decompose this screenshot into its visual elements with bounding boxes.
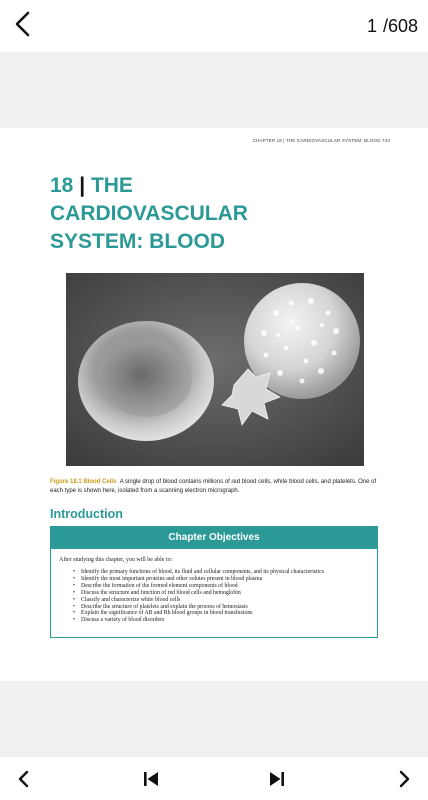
running-head: CHAPTER 18 | THE CARDIOVASCULAR SYSTEM: BLOOD 743 xyxy=(252,138,390,143)
chapter-title xyxy=(50,172,380,256)
chapter-objectives-heading: Chapter Objectives xyxy=(51,527,377,549)
title-line-1: THE xyxy=(90,174,133,197)
title-line-3: SYSTEM: BLOOD xyxy=(50,230,226,253)
viewer-margin-top xyxy=(0,52,428,128)
objectives-list xyxy=(73,569,324,624)
title-line-2: CARDIOVASCULAR xyxy=(50,202,248,225)
viewer-margin-bottom xyxy=(0,681,428,757)
last-page-button[interactable] xyxy=(267,769,287,789)
objectives-intro: After studying this chapter, you will be able to: xyxy=(59,557,173,563)
title-separator: | xyxy=(79,174,86,197)
total-pages: /608 xyxy=(382,16,418,36)
blood-cells-micrograph xyxy=(66,273,364,466)
page-counter xyxy=(367,16,418,37)
back-button[interactable] xyxy=(12,10,36,38)
skip-to-last-icon xyxy=(267,769,287,789)
current-page-number: 1 xyxy=(366,16,377,36)
chevron-left-icon xyxy=(14,769,34,789)
chevron-left-icon xyxy=(12,10,36,38)
previous-page-button[interactable] xyxy=(14,769,34,789)
objective-item: • Discuss the structure and function of red blood cells and hemoglobin xyxy=(73,590,324,597)
next-page-button[interactable] xyxy=(394,769,414,789)
first-page-button[interactable] xyxy=(141,769,161,789)
objective-item: • Identify the most important proteins and other solutes present in blood plasma xyxy=(73,576,324,583)
objective-item: • Classify and characterize white blood cells xyxy=(73,597,324,604)
chapter-objectives-box xyxy=(50,526,378,638)
document-page[interactable] xyxy=(0,128,428,681)
bottom-navigation-bar xyxy=(0,757,428,800)
introduction-heading: Introduction xyxy=(50,507,123,521)
skip-to-first-icon xyxy=(141,769,161,789)
chevron-right-icon xyxy=(394,769,414,789)
objective-item: • Describe the formation of the formed element components of blood xyxy=(73,583,324,590)
chapter-number: 18 xyxy=(50,174,74,197)
top-toolbar xyxy=(0,0,428,52)
objective-item: • Discuss a variety of blood disorders xyxy=(73,617,324,624)
objective-item: • Explain the significance of AB and Rh blood groups in blood transfusions xyxy=(73,610,324,617)
objective-item: • Identify the primary functions of blood, its fluid and cellular components, and its physical characteristics xyxy=(73,569,324,576)
figure-caption xyxy=(50,478,380,495)
objective-item: • Describe the structure of platelets and explain the process of hemostasis xyxy=(73,604,324,611)
figure-label: Figure 18.1 Blood Cells xyxy=(50,479,117,485)
figure-caption-text: A single drop of blood contains millions of red blood cells, white blood cells, and platelets. One of each type is shown here, isolated from a scanning electron micrograph. xyxy=(50,479,377,494)
